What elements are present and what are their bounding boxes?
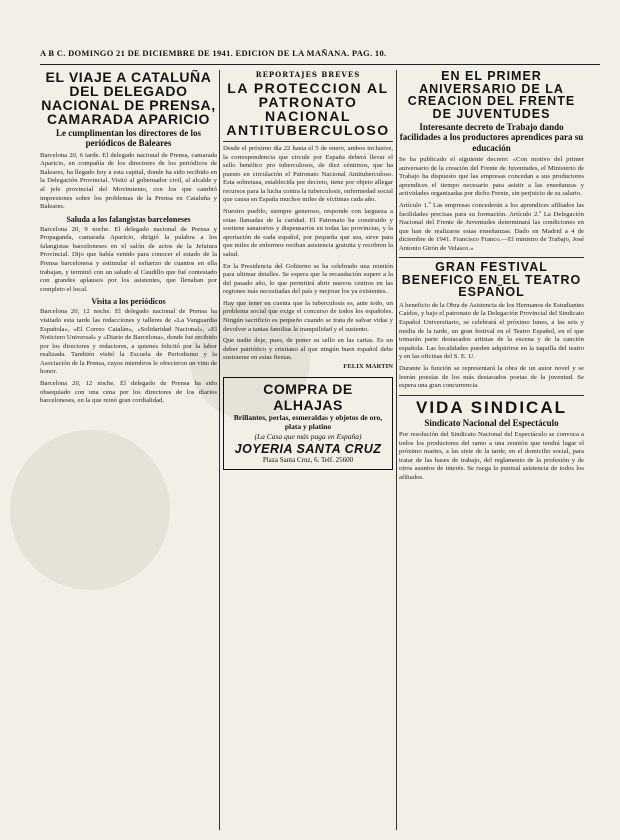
section-title: Visita a los periódicos — [91, 297, 166, 307]
article-subhead: Le cumplimentan los directores de los periódicos de Baleares — [56, 128, 201, 149]
article-paragraph: Que nadie deje, pues, de poner su sello en las cartas. Es un deber patriótico y cristiano al que ningún buen español debe sustraerse en estas fiestas. — [223, 337, 393, 362]
article-paragraph: Hay que tener en cuenta que la tuberculosis es, ante todo, un problema social que exige el concurso de todos los españoles. Ningún sacrificio es pequeño cuando se trata de salvar vidas y devolver a tantas familias la tranquilidad y el sustento. — [223, 299, 393, 333]
divider — [223, 141, 393, 142]
article-headline: EN EL PRIMER ANIVERSARIO DE LA CREACION DEL FRENTE DE JUVENTUDES — [407, 70, 576, 121]
article-paragraph: Barcelona 20, 12 noche. El delegado nacional de Prensa ha visitado esta tarde las redacciones y talleres de «La Vanguardia Española», «El Correo Catalán», «Solidaridad Nacional», «El Noticiero Universal» y «Diario de Barcelona», donde fué recibido por los directores y redactores, a quienes felicitó por la labor realizada. También visitó la Escuela de Periodismo y la Asociación de la Prensa, cuyos miembros le ofrecieron un vino de honor. — [40, 308, 217, 376]
column-1 — [40, 70, 217, 838]
ad-note: (La Casa que más paga en España) — [254, 432, 362, 442]
page-header: A B C. DOMINGO 21 DE DICIEMBRE DE 1941. EDICION DE LA MAÑANA. PAG. 10. — [40, 48, 600, 65]
ad-address: Plaza Santa Cruz, 6. Telf. 25600 — [262, 456, 354, 465]
ad-title: COMPRA DE ALHAJAS — [263, 381, 353, 414]
article-paragraph: Se ha publicado el siguiente decreto: «Con motivo del primer aniversario de la creación del Frente de Juventudes, el Ministerio de Trabajo ha dispuesto que las empresas concedan a sus productores aprendices el tiempo necesario para asistir a las enseñanzas y actividades organizadas por dicho Frente, sin perjuicio de su salario. — [399, 156, 584, 198]
column-3 — [399, 70, 584, 838]
article-subhead: Interesante decreto de Trabajo dando facilidades a los productores aprendices para su educación — [399, 122, 584, 153]
section-title: Saluda a los falangistas barceloneses — [66, 214, 191, 224]
article-paragraph: Barcelona 20, 9 noche. El delegado nacional de Prensa y Propaganda, camarada Aparicio, dirigió la palabra a los falangistas barceloneses en el salón de actos de la Jefatura Provincial. Dijo que había venido para conocer el estado de la Prensa barcelonesa y estimular el esfuerzo de cuantos en ella trabajan, y terminó con un saludo al Caudillo que fué contestado con grandes aplausos por los asistentes, que llenaban por completo el local. — [40, 225, 217, 293]
section-kicker: REPORTAJES BREVES — [255, 70, 361, 79]
divider — [399, 395, 584, 396]
column-rule — [219, 70, 220, 830]
article-paragraph: Por resolución del Sindicato Nacional del Espectáculo se convoca a todos los productores del ramo a una reunión que tendrá lugar el próximo martes, a las siete de la tarde, en el domicilio social, para tratar de las bases de trabajo, del reglamento de la profesión y de otros asuntos de interés. Se ruega la puntual asistencia de todos los afiliados. — [399, 431, 584, 481]
article-paragraph: Desde el próximo día 22 hasta el 5 de enero, ambos inclusive, la correspondencia que circule por España deberá llevar el sello benéfico pro tuberculosos, de diez céntimos, que ha puesto en circulación el Patronato Nacional Antituberculoso. Esta sobretasa, establecida por decreto, tiene por objeto allegar recursos para la lucha contra la tuberculosis, enfermedad social que causa en España muchos miles de víctimas cada año. — [223, 145, 393, 204]
article-paragraph: En la Presidencia del Gobierno se ha celebrado una reunión para ultimar detalles. Se espera que la recaudación supere a la del pasado año, lo que permitirá abrir nuevos centros en las regiones más necesitadas del país y mejorar los ya existentes. — [223, 262, 393, 296]
article-headline: GRAN FESTIVAL BENEFICO EN EL TEATRO ESPAÑOL — [401, 260, 582, 300]
article-headline: VIDA SINDICAL — [416, 397, 567, 417]
divider — [399, 257, 584, 258]
article-paragraph: Durante la función se representará la obra de un autor novel y se leerán poesías de los más destacados poetas de la juventud. Se espera una gran concurrencia. — [399, 364, 584, 390]
ad-store-name: JOYERIA SANTA CRUZ — [234, 442, 382, 457]
column-rule — [396, 70, 397, 830]
article-paragraph: Barcelona 20, 6 tarde. El delegado nacional de Prensa, camarada Aparicio, en compañía de los directores de los periódicos de Baleares, ha llegado hoy a esta capital, donde ha sido recibido en la Delegación Provincial. Visitó al gobernador civil, al alcalde y al jefe provincial del Movimiento, con los que cambió impresiones sobre los problemas de la Prensa en Cataluña y Baleares. — [40, 151, 217, 211]
article-paragraph: Artículo 1.º Las empresas concederán a los aprendices afiliados las facilidades precisas para su formación. Artículo 2.º La Delegación Nacional del Frente de Juventudes determinará las condiciones en que han de realizarse estas enseñanzas. Dado en Madrid a 4 de diciembre de 1941. Francisco Franco.—El ministro de Trabajo, José Antonio Girón de Velasco.» — [399, 201, 584, 252]
article-subhead: Sindicato Nacional del Espectáculo — [424, 417, 559, 428]
column-2 — [223, 70, 393, 838]
article-headline: EL VIAJE A CATALUÑA DEL DELEGADO NACIONAL DE PRENSA, CAMARADA APARICIO — [41, 70, 216, 127]
jewelry-advertisement — [223, 377, 393, 470]
article-signature: FELIX MARTIN — [343, 362, 393, 370]
article-paragraph: Nuestro pueblo, siempre generoso, responde con largueza a estas llamadas de la caridad. El Patronato ha construido y sostiene sanatorios y dispensarios en todas las provincias, y la aportación de cada español, por pequeña que sea, sirve para que miles de enfermos reciban asistencia gratuita y recobren la salud. — [223, 208, 393, 258]
ad-line: Brillantes, perlas, esmeraldas y objetos de oro, plata y platino — [233, 413, 383, 432]
article-paragraph: Barcelona 20, 12 noche. El delegado de Prensa ha sido obsequiado con una cena por los directores de los diarios barceloneses, en la que reinó gran cordialidad. — [40, 379, 217, 405]
article-headline: LA PROTECCION AL PATRONATO NACIONAL ANTITUBERCULOSO — [226, 80, 390, 138]
article-paragraph: A beneficio de la Obra de Asistencia de los Hermanos de Estudiantes Caídos, y bajo el patronato de la Delegación Provincial del Sindicato Español Universitario, se celebrará el próximo lunes, a las seis y media de la tarde, un gran festival en el Teatro Español, en el que tomarán parte destacados artistas de la escena y de la canción española. Las localidades pueden adquirirse en la taquilla del teatro y en las oficinas del S. E. U. — [399, 301, 584, 361]
